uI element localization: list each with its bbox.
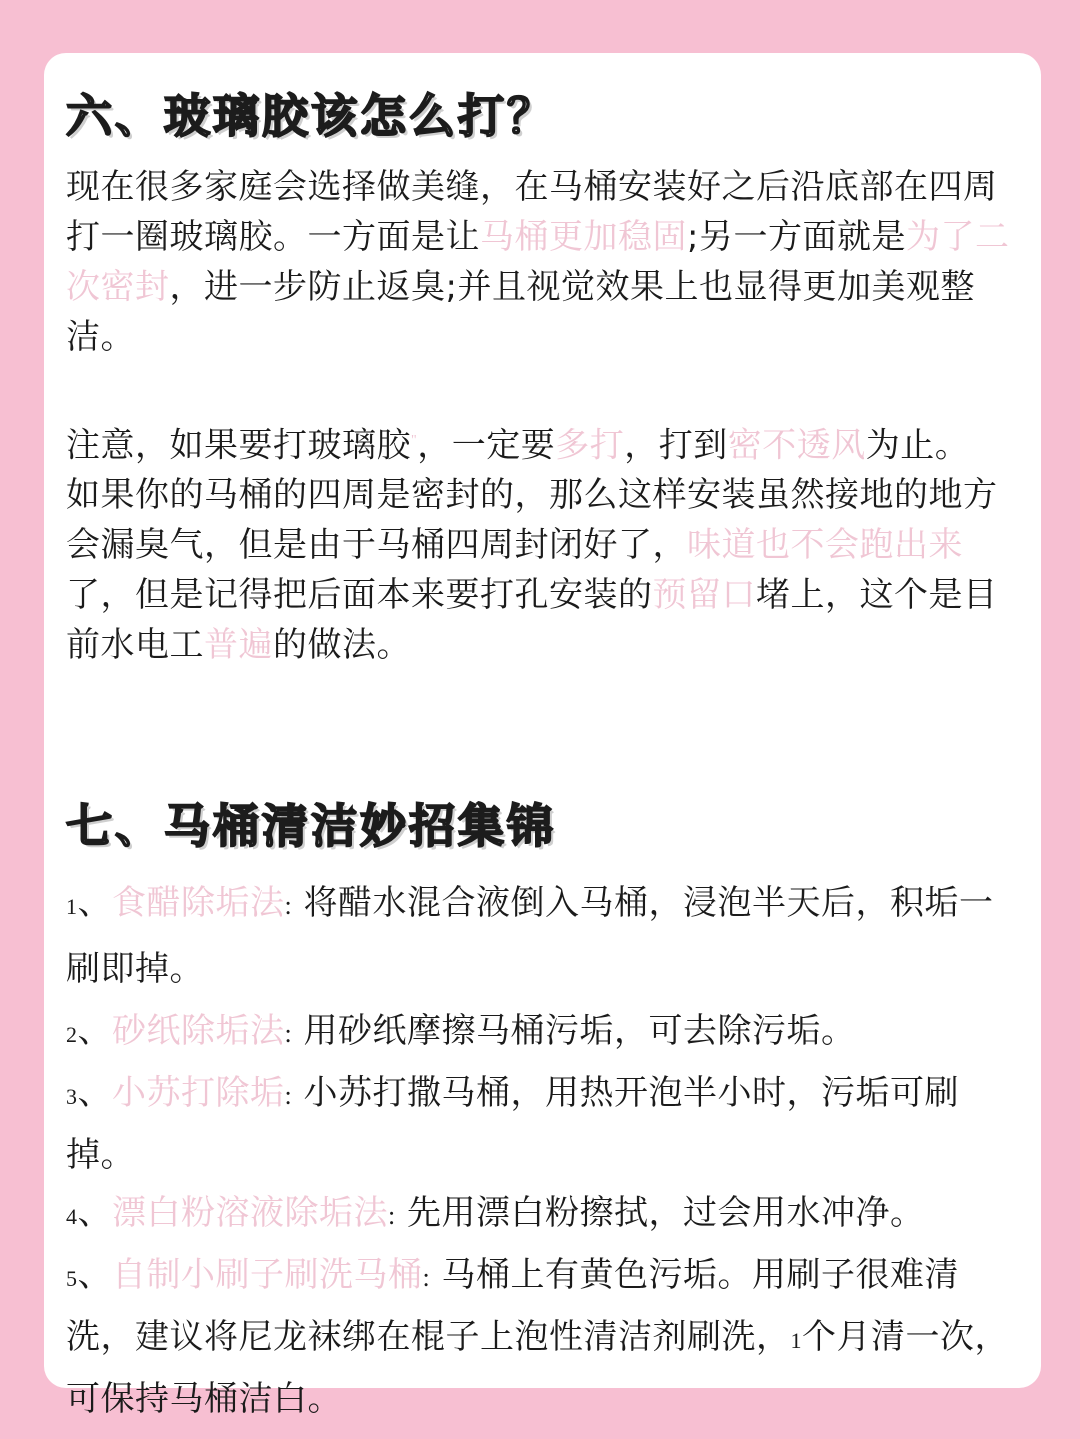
highlight-more: 多打 <box>555 425 625 466</box>
para2-line-5 <box>66 620 1026 670</box>
list-item <box>66 1064 1026 1184</box>
highlight-common: 普遍 <box>204 625 273 666</box>
cleaning-tips-list <box>66 872 1026 1428</box>
section-7-title: 七、马桶清洁妙招集锦 <box>66 799 556 853</box>
para2-line-1 <box>66 416 1026 470</box>
highlight-reserved-hole: 预留口 <box>652 575 756 616</box>
tip-separator: 、 <box>77 1073 112 1113</box>
tip-number: 2 <box>66 1022 78 1047</box>
tip-colon: : <box>388 1201 396 1230</box>
tip-colon: : <box>284 1081 293 1110</box>
para1-text-1: 现在很多家庭会选择做美缝，在马桶安装好之后沿底部在四周打一圈玻璃胶。一方面是让 <box>66 167 998 257</box>
list-item <box>66 1002 1026 1064</box>
para2-text: 堵上，这个是目 <box>756 575 998 616</box>
para2-text: 为止。 <box>865 425 970 466</box>
list-item <box>66 872 1026 1000</box>
para2-line-3 <box>66 520 1026 570</box>
section-6-paragraph-1 <box>66 162 1026 362</box>
tip-name: 砂纸除垢法 <box>112 1011 285 1051</box>
para1-text-2: ;另一方面就是 <box>687 217 906 257</box>
tip-number: 4 <box>66 1204 78 1229</box>
tip-number: 5 <box>66 1266 78 1291</box>
tip-number: 1 <box>66 894 78 919</box>
para2-text: 注意，如果要打玻璃胶 <box>66 425 411 466</box>
tip-separator: 、 <box>77 883 112 923</box>
para1-text-3: ，进一步防止返臭;并且视觉效果上也显得更加美观整洁。 <box>66 267 975 357</box>
tip-text: 马桶上有黄色污垢。用刷子很难清洗，建议将尼龙袜绑在棍子上泡性清洁剂刷洗， <box>66 1255 960 1357</box>
para2-text: 会漏臭气，但是由于马桶四周封闭好了， <box>66 525 687 566</box>
highlight-second-seal: 为了二次密封 <box>66 217 1010 307</box>
tip-colon: : <box>422 1263 431 1292</box>
tip-separator: 、 <box>77 1255 112 1295</box>
tip-separator: 、 <box>77 1011 112 1051</box>
highlight-airtight: 密不透风 <box>727 425 866 466</box>
para2-text: 前水电工 <box>66 625 204 666</box>
section-6-title: 六、玻璃胶该怎么打？ <box>66 89 556 143</box>
highlight-more-stable: 马桶更加稳固 <box>480 217 687 257</box>
para2-text: 的做法。 <box>273 625 411 666</box>
tip-text: 小苏打撒马桶，用热开泡半小时，污垢可刷掉。 <box>66 1073 960 1175</box>
tip-text: 个月清一次，可保持马桶洁白。 <box>66 1317 1009 1419</box>
tip-text: 用砂纸摩擦马桶污垢，可去除污垢。 <box>292 1011 856 1051</box>
highlight-no-smell: 味道也不会跑出来 <box>687 525 963 566</box>
tip-text: 先用漂白粉擦拭，过会用水冲净。 <box>395 1193 925 1233</box>
tip-colon: : <box>284 891 293 920</box>
para2-text: ，打到 <box>624 425 728 466</box>
stray-mark: " <box>411 433 418 448</box>
section-6-paragraph-2 <box>66 416 1026 670</box>
para2-line-4 <box>66 570 1026 620</box>
para2-line-2 <box>66 470 1026 520</box>
list-item <box>66 1246 1026 1428</box>
tip-name: 漂白粉溶液除垢法 <box>112 1193 388 1233</box>
tip-inline-number: 1 <box>790 1328 802 1353</box>
tip-text: 将醋水混合液倒入马桶，浸泡半天后，积垢一刷即掉。 <box>66 883 994 989</box>
tip-name: 自制小刷子刷洗马桶 <box>112 1255 423 1295</box>
para2-text: ，一定要 <box>417 425 556 466</box>
tip-colon: : <box>284 1019 293 1048</box>
tip-number: 3 <box>66 1084 78 1109</box>
tip-name: 食醋除垢法 <box>112 883 285 923</box>
tip-separator: 、 <box>77 1193 112 1233</box>
list-item <box>66 1184 1026 1246</box>
para2-text: 如果你的马桶的四周是密封的，那么这样安装虽然接地的地方 <box>66 475 998 516</box>
para2-text: 了，但是记得把后面本来要打孔安装的 <box>66 575 653 616</box>
tip-name: 小苏打除垢 <box>112 1073 285 1113</box>
